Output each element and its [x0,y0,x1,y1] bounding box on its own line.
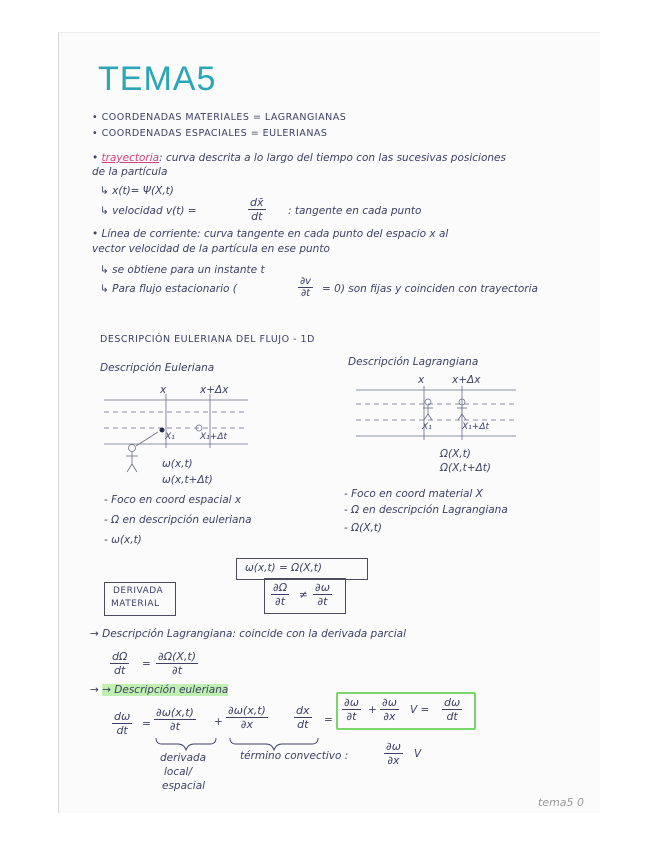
eul-eq-sign-2: = [324,714,333,726]
derivada-label: DERIVADA [113,586,164,596]
euler-omega-1: ω(x,t) [162,458,193,470]
material-label: MATERIAL [111,599,160,609]
lagr-x-label: x [418,374,425,386]
euler-omega-2: ω(x,t+Δt) [162,474,213,486]
flujo-post: = 0) son fijas y coinciden con trayectoria [322,283,538,295]
flujo-pre: ↳ Para flujo estacionario ( [100,283,237,295]
res-v: V = [410,704,430,716]
euler-bullet-2: - Ω en descripción euleriana [104,514,252,526]
velocity-label: ↳ velocidad v(t) = [100,205,197,217]
lagr-title: Descripción Lagrangiana [348,356,479,368]
intro-line-1: • COORDENADAS MATERIALES = LAGRANGIANAS [92,112,347,123]
res-frac-2: $\frac{\partial\omega}{\partial x}$ [382,696,397,723]
under-termino: término convectivo : [240,750,349,762]
trayectoria-term: trayectoria [101,152,160,164]
intro-line-2: • COORDENADAS ESPACIALES = EULERIANAS [92,128,328,139]
velocity-note: : tangente en cada punto [288,205,422,217]
result-highlight-box [336,692,476,730]
flujo-fraction: $\frac{\partial v}{\partial t}$ [300,276,312,299]
lagr-deriv-left: $\frac{d\Omega}{dt}$ [112,650,128,677]
velocity-fraction: $\frac{dx̄}{dt}$ [250,196,264,223]
lagr-x1dt-label: X₁+Δt [462,422,489,432]
equality-equation: ω(x,t) = Ω(X,t) [245,562,322,574]
res-plus: + [368,704,377,716]
eul-plus-1: + [214,716,223,728]
trajectory-equation: ↳ x(t)= Ψ(X,t) [100,185,174,197]
ineq-sign: ≠ [299,589,308,601]
eul-derivada-line: → → Descripción euleriana [90,684,229,696]
euler-bullet-1: - Foco en coord espacial x [104,494,242,506]
euler-bullet-3: - ω(x,t) [104,534,142,546]
under-frac: $\frac{\partial\omega}{\partial x}$ [386,740,401,767]
lagr-omega-2: Ω(X,t+Δt) [440,462,491,474]
section-heading: DESCRIPCIÓN EULERIANA DEL FLUJO - 1D [100,334,315,345]
linea-corriente-def: • Línea de corriente: curva tangente en cada punto del espacio x al [92,228,449,240]
trayectoria-line: • trayectoria: curva descrita a lo largo del tiempo con las sucesivas posiciones [92,152,506,164]
trayectoria-definition: : curva descrita a lo largo del tiempo con las sucesivas posiciones [159,152,506,164]
res-frac-3: $\frac{d\omega}{dt}$ [444,696,461,723]
res-frac-1: $\frac{\partial\omega}{\partial t}$ [344,696,359,723]
lagr-derivada-line: → Descripción Lagrangiana: coincide con la derivada parcial [90,628,406,640]
euler-x1dt-label: X₁+Δt [200,432,227,442]
lagr-bullet-1: - Foco en coord material X [344,488,483,500]
lagr-deriv-eq: = [142,658,151,670]
euler-xdx-label: x+Δx [200,384,229,396]
inequality-box [264,578,346,614]
under-derivada: derivada [160,752,207,764]
eul-frac-1: $\frac{d\omega}{dt}$ [114,710,131,737]
linea-corriente-def-2: vector velocidad de la partícula en ese punto [92,243,330,255]
equality-box [236,558,368,580]
lagr-omega-1: Ω(X,t) [440,448,471,460]
page-title: TEMA5 [98,60,217,98]
eul-frac-2: $\frac{\partial\omega(x,t)}{\partial t}$ [156,706,194,733]
page-footer: tema5 0 [538,796,585,809]
lagr-x1-label: X₁ [422,422,432,432]
under-local: local/ [164,766,193,778]
lagr-deriv-right: $\frac{\partial\Omega(X,t)}{\partial t}$ [158,650,197,677]
ineq-right-fraction: $\frac{\partial\omega}{\partial t}$ [315,581,330,608]
instante-line: ↳ se obtiene para un instante t [100,264,265,276]
euler-title: Descripción Euleriana [100,362,215,374]
under-v: V [414,748,422,760]
lagr-bullet-3: - Ω(X,t) [344,522,382,534]
eul-eq-sign: = [142,718,151,730]
lagr-bullet-2: - Ω en descripción Lagrangiana [344,504,508,516]
eul-frac-3: $\frac{\partial\omega(x,t)}{\partial x}$ [228,704,266,731]
eul-frac-4: $\frac{dx}{dt}$ [296,704,310,731]
under-espacial: espacial [162,780,206,792]
derivada-material-box [104,582,176,616]
euler-x1-label: X₁ [165,432,175,442]
trayectoria-definition-2: de la partícula [92,166,168,178]
euler-x-label: x [160,384,167,396]
lagr-xdx-label: x+Δx [452,374,481,386]
ineq-left-fraction: $\frac{\partial\Omega}{\partial t}$ [273,581,288,608]
